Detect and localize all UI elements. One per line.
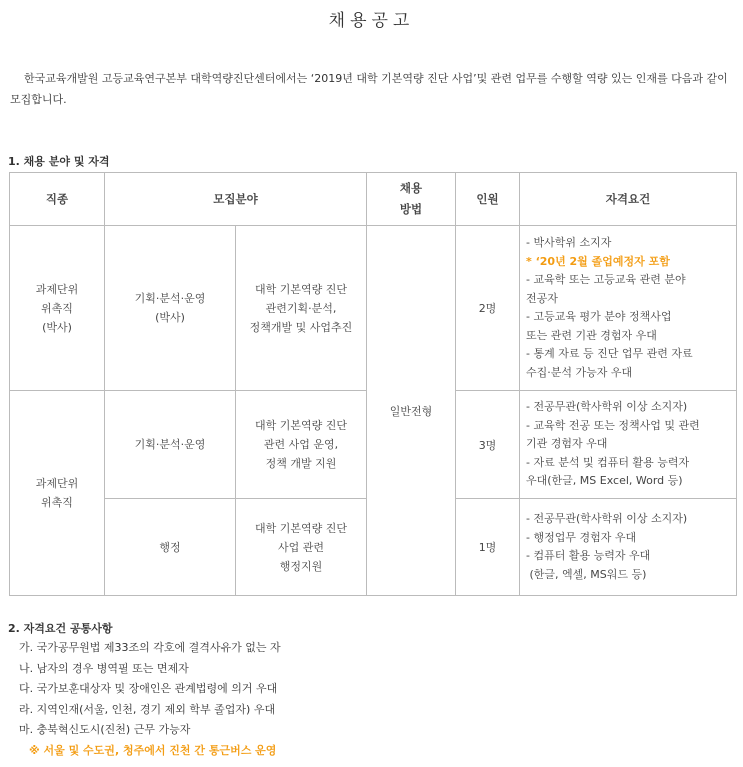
field-line: 기획·분석·운영 (134, 292, 206, 305)
page-title: 채용공고 (328, 11, 415, 31)
requirement-line: - 고등교육 평가 분야 정책사업 (526, 310, 672, 323)
duties-cell (236, 499, 367, 596)
intro-paragraph: 한국교육개발원 고등교육연구본부 대학역량진단센터에서는 ‘2019년 대학 기본역량 진단 사업’및 관련 업무를 수행할 역량 있는 인재를 다음과 같이 모집합니다. (10, 72, 728, 106)
header-job-type: 직종 (10, 173, 105, 226)
duties-line: 사업 관련 (277, 540, 324, 554)
field-line: (박사) (155, 311, 185, 324)
list-item: 라. 지역인재(서울, 인천, 경기 제외 학부 졸업자) 우대 (19, 702, 276, 716)
job-type-line: (박사) (42, 320, 72, 334)
duties-line: 대학 기본역량 진단 (254, 282, 347, 296)
job-type-cell (10, 226, 105, 391)
list-item: 가. 국가공무원법 제33조의 각호에 결격사유가 없는 자 (19, 641, 281, 654)
requirement-line-highlight: * ‘20년 2월 졸업예정자 포함 (526, 254, 670, 268)
count-cell: 1명 (456, 499, 520, 596)
header-method-line-1: 채용 (399, 181, 423, 195)
requirement-line: - 교육학 전공 또는 정책사업 및 관련 (526, 418, 700, 432)
duties-cell (236, 391, 367, 499)
job-type-line: 위촉직 (41, 301, 73, 315)
commuter-bus-note: ※ 서울 및 수도권, 청주에서 진천 간 통근버스 운영 (29, 743, 277, 757)
requirements-cell (520, 499, 737, 596)
requirement-line: - 전공무관(학사학위 이상 소지자) (526, 400, 688, 414)
common-requirements-list (19, 638, 281, 761)
requirement-line: 수집·분석 가능자 우대 (526, 365, 633, 379)
job-type-line: 위촉직 (41, 496, 73, 509)
requirement-line: 우대(한글, MS Excel, Word 등) (526, 474, 683, 488)
requirement-line: - 교육학 또는 고등교육 관련 분야 (526, 273, 686, 286)
requirement-line: - 행정업무 경험자 우대 (526, 530, 637, 544)
field-cell (105, 226, 236, 391)
table-header-row (10, 173, 737, 226)
field-cell (105, 391, 236, 499)
job-type-line: 과제단위 (35, 477, 79, 490)
count-cell: 2명 (456, 226, 520, 391)
duties-line: 대학 기본역량 진단 (254, 419, 347, 432)
duties-line: 행정지원 (279, 559, 323, 573)
list-item: 다. 국가보훈대상자 및 장애인은 관계법령에 의거 우대 (19, 682, 278, 695)
field-cell (105, 499, 236, 596)
list-item: 마. 충북혁신도시(진천) 근무 가능자 (19, 723, 191, 736)
header-field: 모집분야 (105, 173, 367, 226)
count-cell: 3명 (456, 391, 520, 499)
duties-cell (236, 226, 367, 391)
field-line: 행정 (159, 540, 181, 554)
duties-line: 정책 개발 지원 (265, 457, 337, 470)
requirement-line: - 자료 분석 및 컴퓨터 활용 능력자 (526, 455, 690, 469)
section-1-heading: 1. 채용 분야 및 자격 (8, 155, 110, 168)
header-count: 인원 (456, 173, 520, 226)
list-item: 나. 남자의 경우 병역필 또는 면제자 (19, 661, 189, 675)
job-type-cell (10, 391, 105, 596)
requirement-line: - 전공무관(학사학위 이상 소지자) (526, 512, 688, 525)
requirement-line: 기관 경험자 우대 (526, 437, 608, 451)
header-requirements: 자격요건 (520, 173, 737, 226)
job-type-line: 과제단위 (35, 282, 79, 296)
requirement-line: - 통계 자료 등 진단 업무 관련 자료 (526, 347, 693, 360)
requirement-line: - 컴퓨터 활용 능력자 우대 (526, 549, 651, 562)
section-2-heading: 2. 자격요건 공통사항 (8, 622, 113, 635)
requirement-line: (한글, 엑셀, MS워드 등) (526, 567, 647, 581)
header-method-line-2: 방법 (399, 202, 423, 216)
requirements-cell (520, 391, 737, 499)
requirement-line: - 박사학위 소지자 (526, 236, 612, 249)
duties-line: 관련 사업 운영, (263, 438, 339, 451)
duties-line: 정책개발 및 사업추진 (249, 320, 353, 334)
requirements-cell (520, 226, 737, 391)
field-line: 기획·분석·운영 (134, 438, 206, 451)
method-cell: 일반전형 (367, 226, 456, 596)
requirement-line: 전공자 (526, 291, 558, 305)
recruitment-table (9, 172, 737, 596)
duties-line: 관련기획·분석, (265, 301, 337, 315)
requirement-line: 또는 관련 기관 경험자 우대 (526, 328, 657, 342)
header-method (367, 173, 456, 226)
table-row (10, 226, 737, 391)
duties-line: 대학 기본역량 진단 (254, 521, 347, 535)
